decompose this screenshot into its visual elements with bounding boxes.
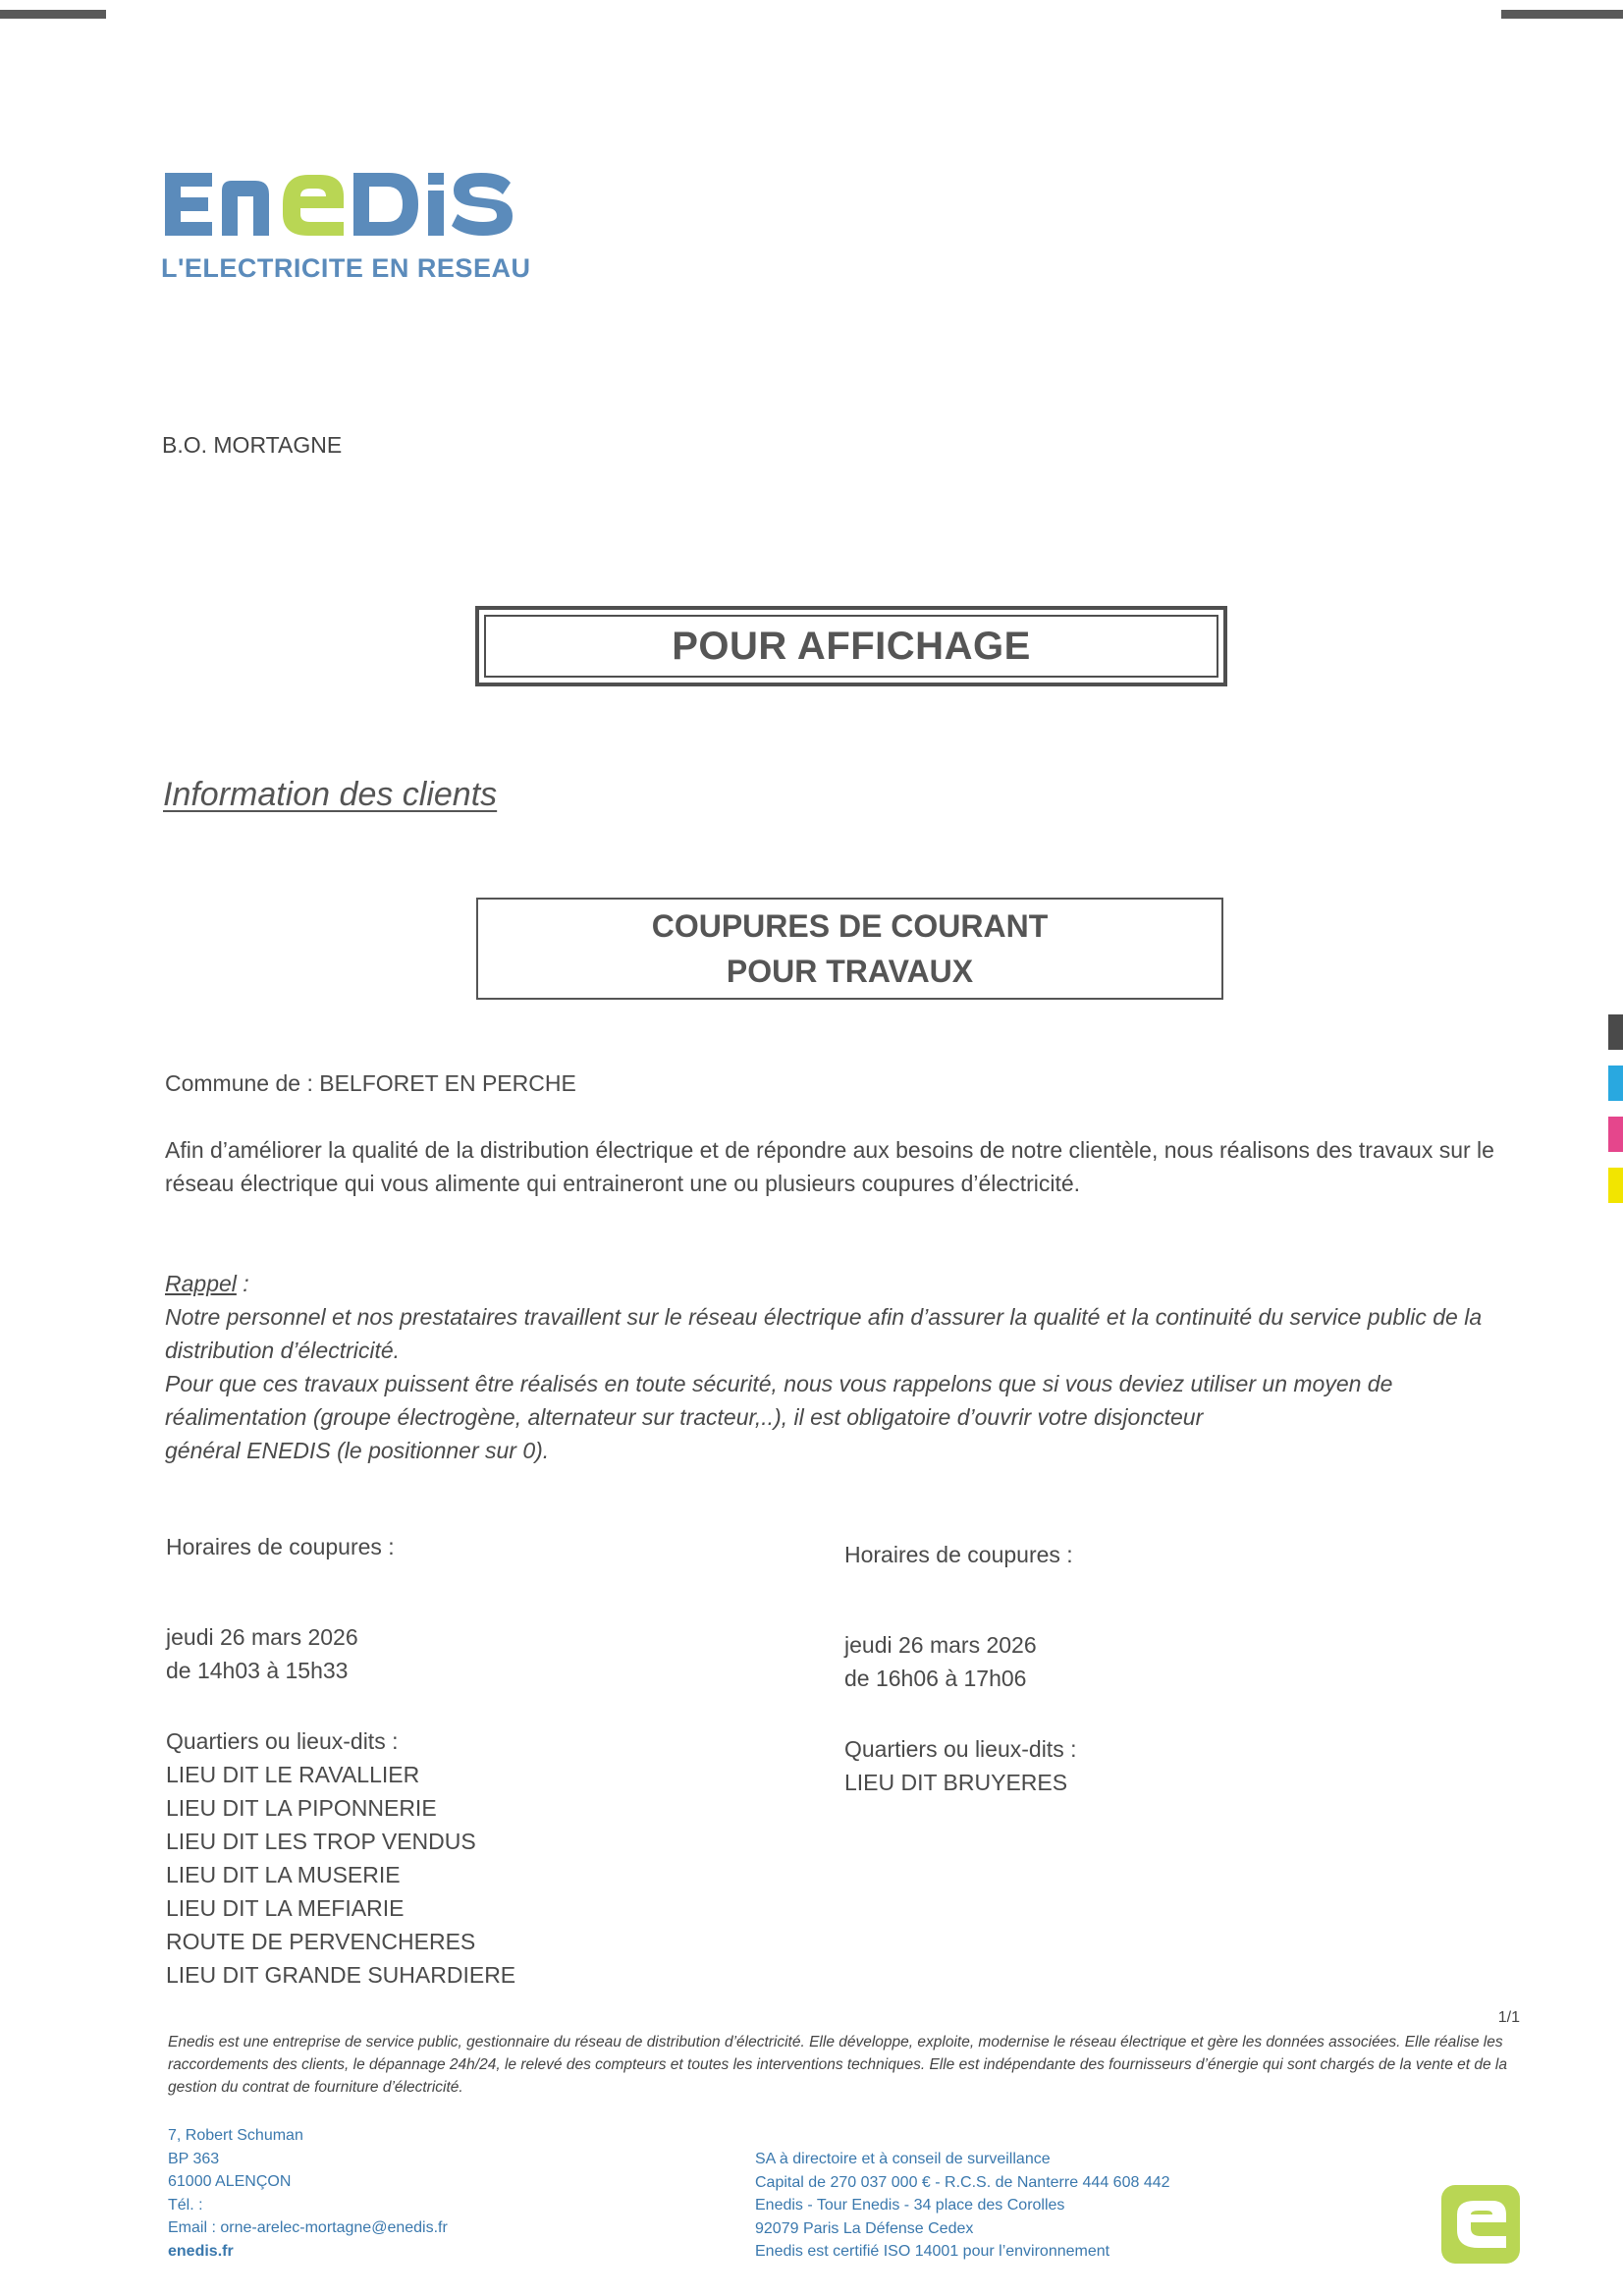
place-item: LIEU DIT LES TROP VENDUS — [166, 1829, 476, 1854]
schedule-time: de 16h06 à 17h06 — [844, 1666, 1027, 1691]
address-phone: Tél. : — [168, 2196, 203, 2214]
address-bp: BP 363 — [168, 2150, 220, 2167]
enedis-wordmark-icon — [161, 165, 514, 244]
place-item: LIEU DIT LA PIPONNERIE — [166, 1795, 437, 1821]
address-block — [168, 2124, 448, 2263]
color-registration-mark — [1608, 1117, 1623, 1152]
reminder-text: général ENEDIS (le positionner sur 0). — [165, 1438, 550, 1463]
corporate-line: Enedis est certifié ISO 14001 pour l’environnement — [755, 2243, 1110, 2260]
reminder-colon: : — [236, 1271, 249, 1296]
section-title: Information des clients — [163, 776, 498, 813]
website-link[interactable]: enedis.fr — [168, 2242, 234, 2260]
corporate-info — [755, 2148, 1170, 2264]
corporate-line: SA à directoire et à conseil de surveillance — [755, 2151, 1051, 2167]
place-item: LIEU DIT LA MUSERIE — [166, 1862, 401, 1887]
color-registration-mark — [1608, 1014, 1623, 1050]
intro-paragraph: Afin d’améliorer la qualité de la distribution électrique et de répondre aux besoins de notre clientèle, nous réalisons des travaux sur le réseau électrique qui vous alimente qui entraineront une ou plusieurs coupures d’électricité. — [165, 1137, 1494, 1196]
schedule-time: de 14h03 à 15h33 — [166, 1658, 349, 1683]
posting-banner-text: POUR AFFICHAGE — [484, 615, 1218, 678]
office-name: B.O. MORTAGNE — [162, 432, 343, 458]
logo-tagline: L'ELECTRICITE EN RESEAU — [161, 253, 531, 283]
address-email: Email : orne-arelec-mortagne@enedis.fr — [168, 2219, 448, 2236]
schedule-heading: Horaires de coupures : — [844, 1542, 1073, 1567]
place-item: LIEU DIT LA MEFIARIE — [166, 1895, 405, 1921]
places-heading: Quartiers ou lieux-dits : — [844, 1736, 1077, 1762]
schedule-date: jeudi 26 mars 2026 — [166, 1624, 358, 1650]
place-item: ROUTE DE PERVENCHERES — [166, 1929, 476, 1954]
schedule-heading: Horaires de coupures : — [166, 1534, 395, 1559]
posting-banner — [475, 606, 1227, 686]
outage-title-line: POUR TRAVAUX — [726, 954, 974, 989]
places-heading: Quartiers ou lieux-dits : — [166, 1728, 399, 1754]
reminder-text: Pour que ces travaux puissent être réalisés en toute sécurité, nous vous rappelons que si vous deviez utiliser un moyen de réalimentation (groupe électrogène, alternateur sur tracteur,..), il est obligatoire d’ouvrir votre disjoncteur — [165, 1371, 1393, 1430]
address-city: 61000 ALENÇON — [168, 2173, 292, 2190]
schedule-column — [166, 1530, 515, 1992]
scan-edge-mark — [0, 10, 106, 19]
commune-line: Commune de : BELFORET EN PERCHE — [165, 1070, 576, 1096]
schedule-column — [844, 1538, 1076, 1799]
color-registration-mark — [1608, 1168, 1623, 1203]
enedis-mark-icon — [1441, 2185, 1520, 2264]
enedis-logo — [161, 165, 514, 244]
outage-title-box — [476, 898, 1223, 1000]
address-street: 7, Robert Schuman — [168, 2127, 303, 2144]
corporate-line: Enedis - Tour Enedis - 34 place des Corolles — [755, 2197, 1065, 2214]
reminder-text: Notre personnel et nos prestataires travaillent sur le réseau électrique afin d’assurer la qualité et la continuité du service public de la distribution d’électricité. — [165, 1304, 1483, 1363]
schedule-date: jeudi 26 mars 2026 — [844, 1632, 1037, 1658]
company-description: Enedis est une entreprise de service public, gestionnaire du réseau de distribution d’électricité. Elle développe, exploite, modernise le réseau électrique et gère les données associées. Elle réalise les raccordements des clients, le dépannage 24h/24, le relevé des compteurs et toutes les interventions techniques. Elle est indépendante des fournisseurs d’énergie qui sont chargés de la vente et de la gestion du contrat de fourniture d’électricité. — [168, 2034, 1507, 2096]
color-registration-mark — [1608, 1066, 1623, 1101]
scan-edge-mark — [1501, 10, 1623, 19]
page-number: 1/1 — [1497, 2009, 1520, 2026]
place-item: LIEU DIT BRUYERES — [844, 1770, 1068, 1795]
corporate-line: 92079 Paris La Défense Cedex — [755, 2219, 974, 2237]
place-item: LIEU DIT LE RAVALLIER — [166, 1762, 420, 1787]
outage-title-line: COUPURES DE COURANT — [651, 908, 1049, 944]
corporate-line: Capital de 270 037 000 € - R.C.S. de Nanterre 444 608 442 — [755, 2173, 1170, 2191]
reminder-block — [165, 1267, 1540, 1467]
reminder-label: Rappel — [165, 1271, 237, 1296]
place-item: LIEU DIT GRANDE SUHARDIERE — [166, 1962, 516, 1988]
